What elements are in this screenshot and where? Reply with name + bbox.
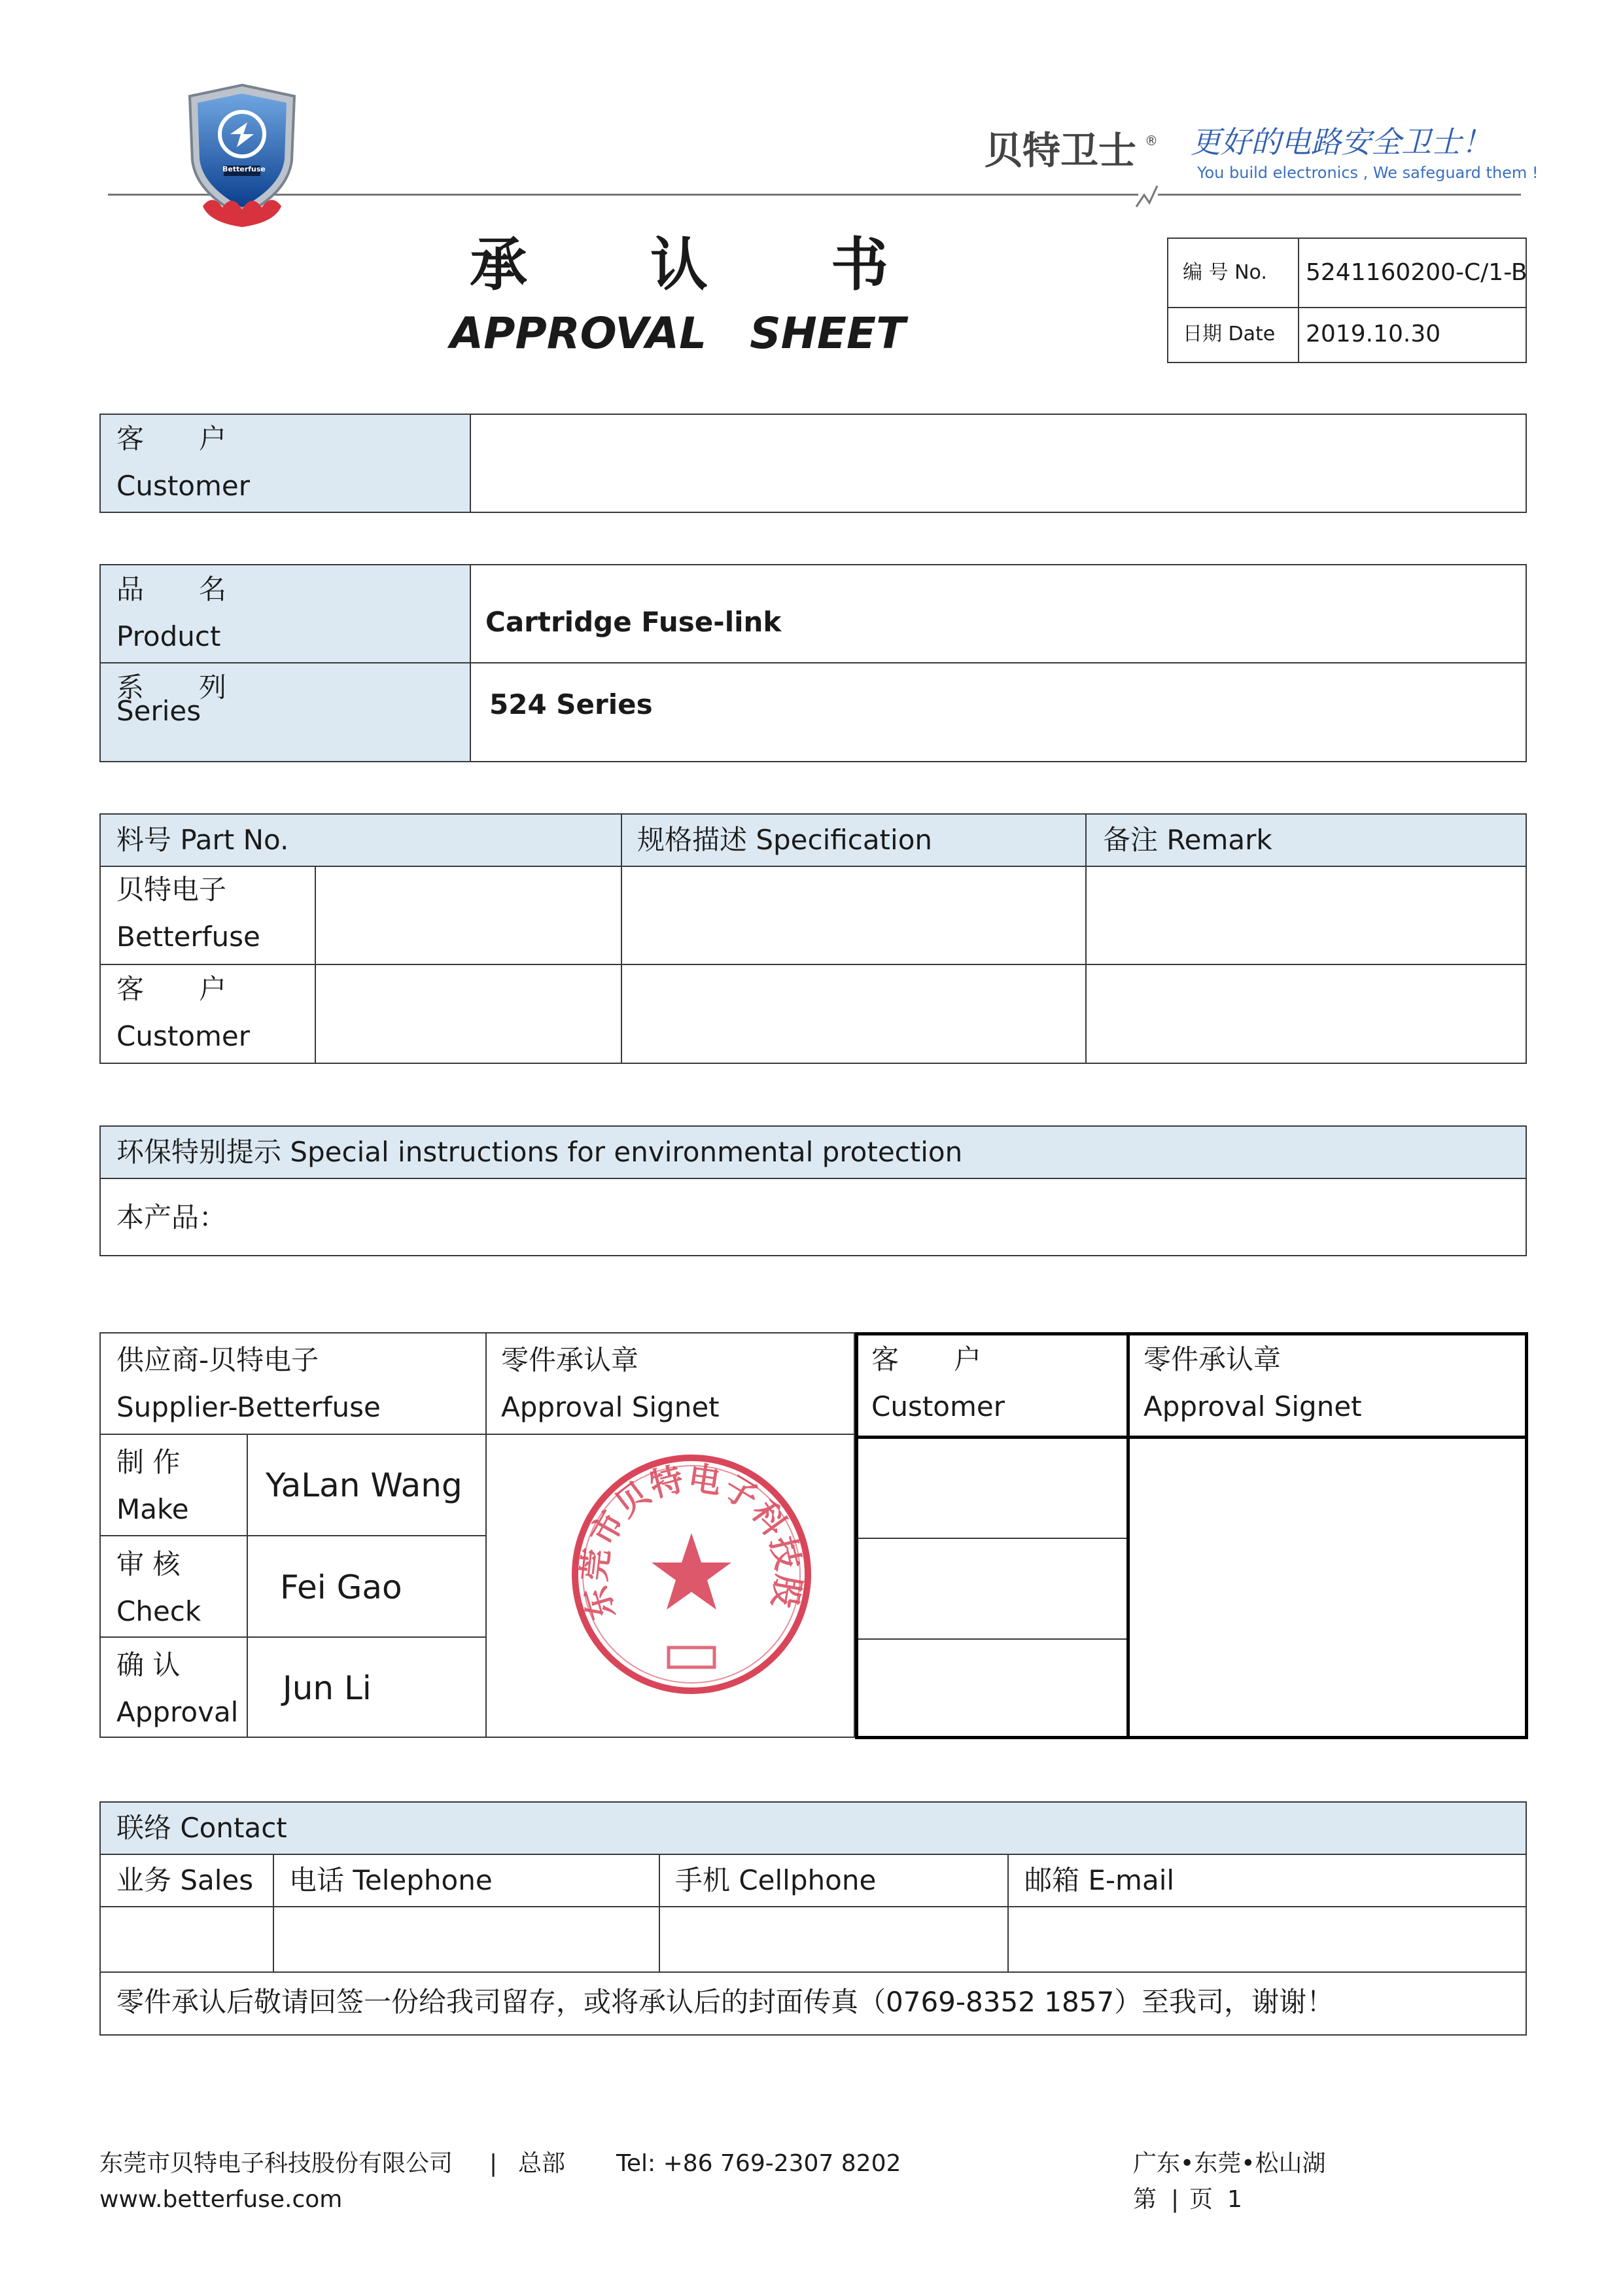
customer-col-en: Customer bbox=[871, 1390, 1005, 1422]
make-name: YaLan Wang bbox=[266, 1466, 462, 1504]
customer-table bbox=[99, 414, 1527, 513]
row-customer-cn: 客 户 bbox=[116, 973, 227, 1005]
col-remark: 备注 Remark bbox=[1103, 824, 1272, 856]
customer-approval-table bbox=[855, 1332, 1528, 1739]
customer-label-en: Customer bbox=[116, 470, 251, 502]
product-label-cn: 品 名 bbox=[116, 573, 227, 605]
footer-page-prefix: 第 bbox=[1133, 2186, 1157, 2213]
series-value: 524 Series bbox=[489, 688, 653, 720]
approve-name: Jun Li bbox=[283, 1669, 372, 1707]
series-label-cn: 系 列 bbox=[116, 671, 227, 703]
env-table bbox=[99, 1125, 1527, 1256]
contact-telephone: 电话 Telephone bbox=[289, 1864, 493, 1896]
company-stamp bbox=[570, 1451, 812, 1697]
doc-info-table bbox=[1167, 238, 1527, 363]
logo-text: Betterfuse bbox=[222, 165, 266, 173]
title-en: APPROVAL SHEET bbox=[450, 308, 906, 359]
doc-date-label: 日期 Date bbox=[1183, 323, 1276, 345]
doc-no-value: 5241160200-C/1-B bbox=[1306, 259, 1527, 286]
brand-name: 贝特卫士 bbox=[985, 128, 1137, 173]
customer-col-cn: 客 户 bbox=[871, 1343, 982, 1375]
footer-page-no: 1 bbox=[1227, 2186, 1242, 2213]
check-cn: 审 核 bbox=[116, 1548, 181, 1580]
series-label-en: Series bbox=[116, 695, 201, 727]
env-header: 环保特别提示 Special instructions for environmental protection bbox=[116, 1136, 963, 1168]
approve-cn: 确 认 bbox=[116, 1649, 181, 1681]
doc-date-value: 2019.10.30 bbox=[1306, 321, 1441, 347]
supplier-en: Supplier-Betterfuse bbox=[116, 1391, 381, 1423]
signet-cn: 零件承认章 bbox=[501, 1344, 639, 1376]
contact-header: 联络 Contact bbox=[116, 1812, 287, 1844]
supplier-cn: 供应商-贝特电子 bbox=[116, 1344, 319, 1376]
contact-note: 零件承认后敬请回签一份给我司留存，或将承认后的封面传真（0769-8352 1857）至我司，谢谢！ bbox=[116, 1986, 1335, 2018]
slogan-cn: 更好的电路安全卫士！ bbox=[1191, 124, 1492, 160]
customer-signet-cn: 零件承认章 bbox=[1143, 1343, 1282, 1375]
parts-table bbox=[99, 813, 1527, 1064]
col-part-no: 料号 Part No. bbox=[116, 824, 289, 856]
contact-cellphone: 手机 Cellphone bbox=[675, 1864, 877, 1896]
svg-text:东莞市贝特电子科技股份有限公司 bbox=[570, 1451, 808, 1624]
contact-sales: 业务 Sales bbox=[116, 1864, 254, 1896]
footer-sep: | bbox=[489, 2150, 498, 2177]
make-cn: 制 作 bbox=[116, 1446, 181, 1478]
doc-no-label: 编 号 No. bbox=[1183, 261, 1267, 284]
contact-table bbox=[99, 1801, 1527, 2036]
row-betterfuse-cn: 贝特电子 bbox=[116, 874, 227, 906]
signet-en: Approval Signet bbox=[501, 1391, 720, 1423]
product-table bbox=[99, 564, 1527, 762]
product-value: Cartridge Fuse-link bbox=[485, 606, 782, 638]
title-cn: 承 认 书 bbox=[470, 231, 892, 298]
footer-company: 东莞市贝特电子科技股份有限公司 bbox=[99, 2150, 453, 2177]
footer-page-sep: | bbox=[1171, 2186, 1179, 2213]
col-specification: 规格描述 Specification bbox=[637, 824, 933, 856]
check-en: Check bbox=[116, 1595, 201, 1627]
registered-mark: ® bbox=[1145, 133, 1158, 149]
footer-hq: 总部 bbox=[518, 2150, 566, 2177]
footer-tel: Tel: +86 769-2307 8202 bbox=[616, 2150, 901, 2177]
approve-en: Approval bbox=[116, 1696, 239, 1728]
footer-page-label: 页 bbox=[1189, 2186, 1213, 2213]
slogan-en: You build electronics , We safeguard them ! bbox=[1197, 164, 1539, 182]
row-customer-en: Customer bbox=[116, 1020, 251, 1052]
env-body: 本产品： bbox=[116, 1201, 227, 1233]
customer-signet-en: Approval Signet bbox=[1143, 1390, 1362, 1422]
header-rule bbox=[108, 194, 1521, 196]
company-logo bbox=[183, 82, 301, 232]
check-name: Fei Gao bbox=[280, 1568, 402, 1606]
stamp-text: 东莞市贝特电子科技股 bbox=[575, 1458, 808, 1624]
footer-location: 广东•东莞•松山湖 bbox=[1133, 2150, 1326, 2177]
header-rule-zigzag bbox=[1135, 183, 1161, 209]
footer-website[interactable]: www.betterfuse.com bbox=[99, 2186, 343, 2213]
contact-email: 邮箱 E-mail bbox=[1024, 1864, 1175, 1896]
product-label-en: Product bbox=[116, 620, 221, 652]
row-betterfuse-en: Betterfuse bbox=[116, 921, 260, 953]
customer-label-cn: 客 户 bbox=[116, 423, 227, 455]
make-en: Make bbox=[116, 1493, 189, 1525]
